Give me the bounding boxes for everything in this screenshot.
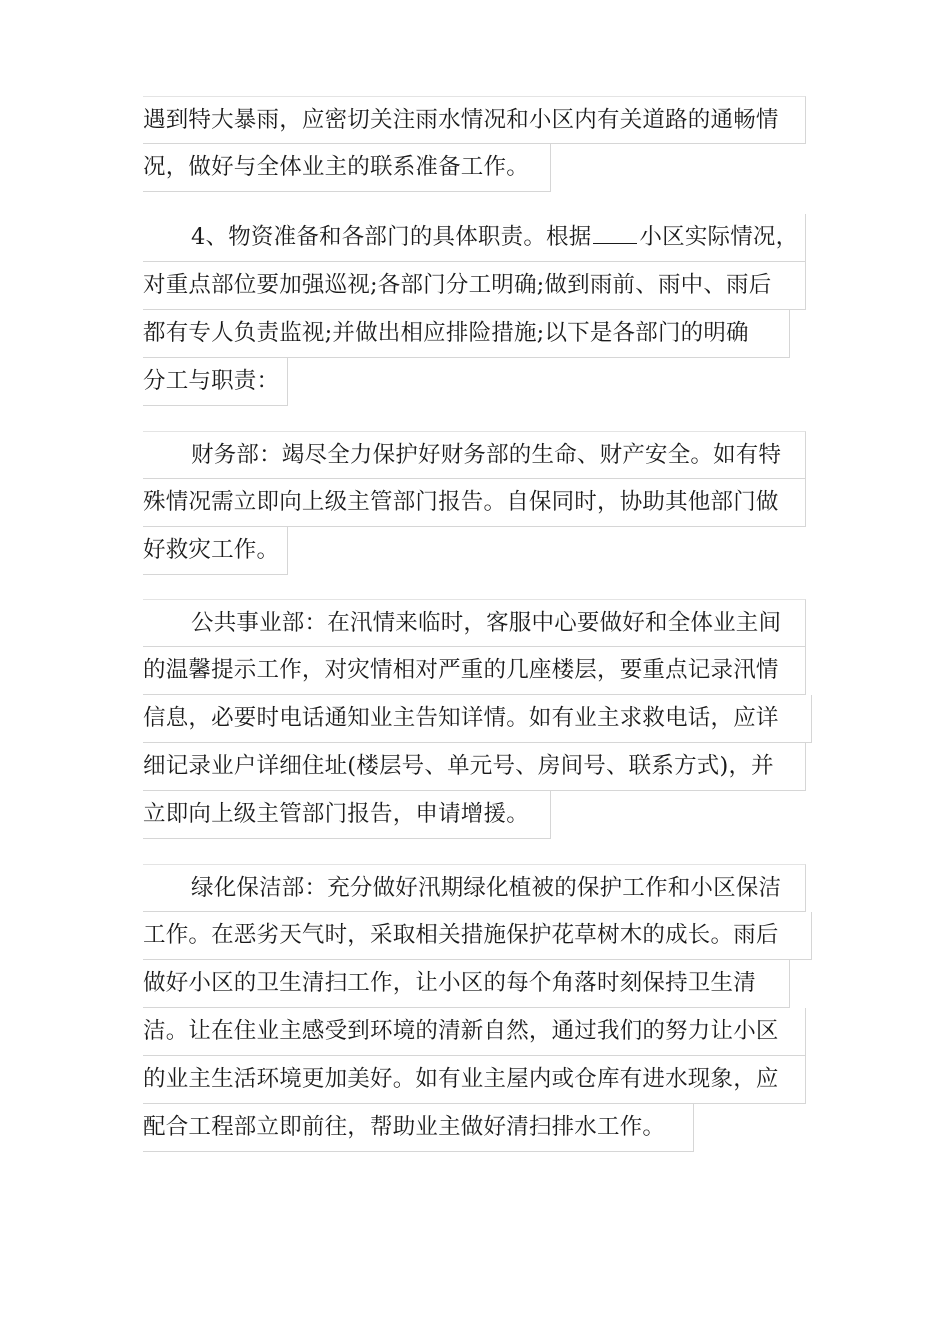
- line-text: 财务部：竭尽全力保护好财务部的生命、财产安全。如有特: [191, 442, 782, 468]
- line-text: 遇到特大暴雨，应密切关注雨水情况和小区内有关道路的通畅情: [143, 107, 779, 133]
- line-text: 的温馨提示工作，对灾情相对严重的几座楼层，要重点记录汛情: [143, 657, 779, 683]
- line-text: 绿化保洁部：充分做好汛期绿化植被的保护工作和小区保洁: [191, 875, 782, 901]
- line-text: 4、物资准备和各部门的具体职责。根据: [191, 224, 592, 250]
- text-line: [143, 1104, 694, 1152]
- text-line: [143, 647, 806, 695]
- line-text: 信息，必要时电话通知业主告知详情。如有业主求救电话，应详: [143, 705, 779, 731]
- text-line: [143, 96, 806, 144]
- text-line: [143, 695, 812, 743]
- text-line: [143, 262, 806, 310]
- text-line: [143, 599, 806, 647]
- line-text: 对重点部位要加强巡视;各部门分工明确;做到雨前、雨中、雨后: [143, 272, 772, 298]
- line-text: 况，做好与全体业主的联系准备工作。: [143, 154, 529, 180]
- line-text: 小区实际情况，: [639, 224, 799, 250]
- text-line: [143, 912, 812, 960]
- text-line: [143, 214, 806, 262]
- line-text: 都有专人负责监视;并做出相应排险措施;以下是各部门的明确: [143, 320, 749, 346]
- text-line: [143, 144, 551, 192]
- line-text: 工作。在恶劣天气时，采取相关措施保护花草树木的成长。雨后: [143, 922, 779, 948]
- text-line: [143, 431, 806, 479]
- text-line: [143, 864, 806, 912]
- line-text: 立即向上级主管部门报告，申请增援。: [143, 801, 529, 827]
- line-text: 分工与职责：: [143, 368, 280, 394]
- text-line: [143, 1056, 806, 1104]
- text-line: [143, 1008, 806, 1056]
- text-line: [143, 791, 551, 839]
- line-text: 配合工程部立即前往，帮助业主做好清扫排水工作。: [143, 1114, 666, 1140]
- fill-in-blank: [593, 225, 637, 244]
- line-text: 的业主生活环境更加美好。如有业主屋内或仓库有进水现象，应: [143, 1066, 779, 1092]
- text-line: [143, 527, 288, 575]
- text-line: [143, 358, 288, 406]
- line-text: 做好小区的卫生清扫工作，让小区的每个角落时刻保持卫生清: [143, 970, 756, 996]
- line-text: 洁。让在住业主感受到环境的清新自然，通过我们的努力让小区: [143, 1018, 779, 1044]
- text-line: [143, 310, 790, 358]
- text-line: [143, 743, 806, 791]
- text-line: [143, 960, 790, 1008]
- line-text: 好救灾工作。: [143, 537, 280, 563]
- line-text: 殊情况需立即向上级主管部门报告。自保同时，协助其他部门做: [143, 489, 779, 515]
- text-line: [143, 479, 806, 527]
- line-text: 细记录业户详细住址(楼层号、单元号、房间号、联系方式)，并: [143, 753, 774, 779]
- line-text: 公共事业部：在汛情来临时，客服中心要做好和全体业主间: [191, 610, 782, 636]
